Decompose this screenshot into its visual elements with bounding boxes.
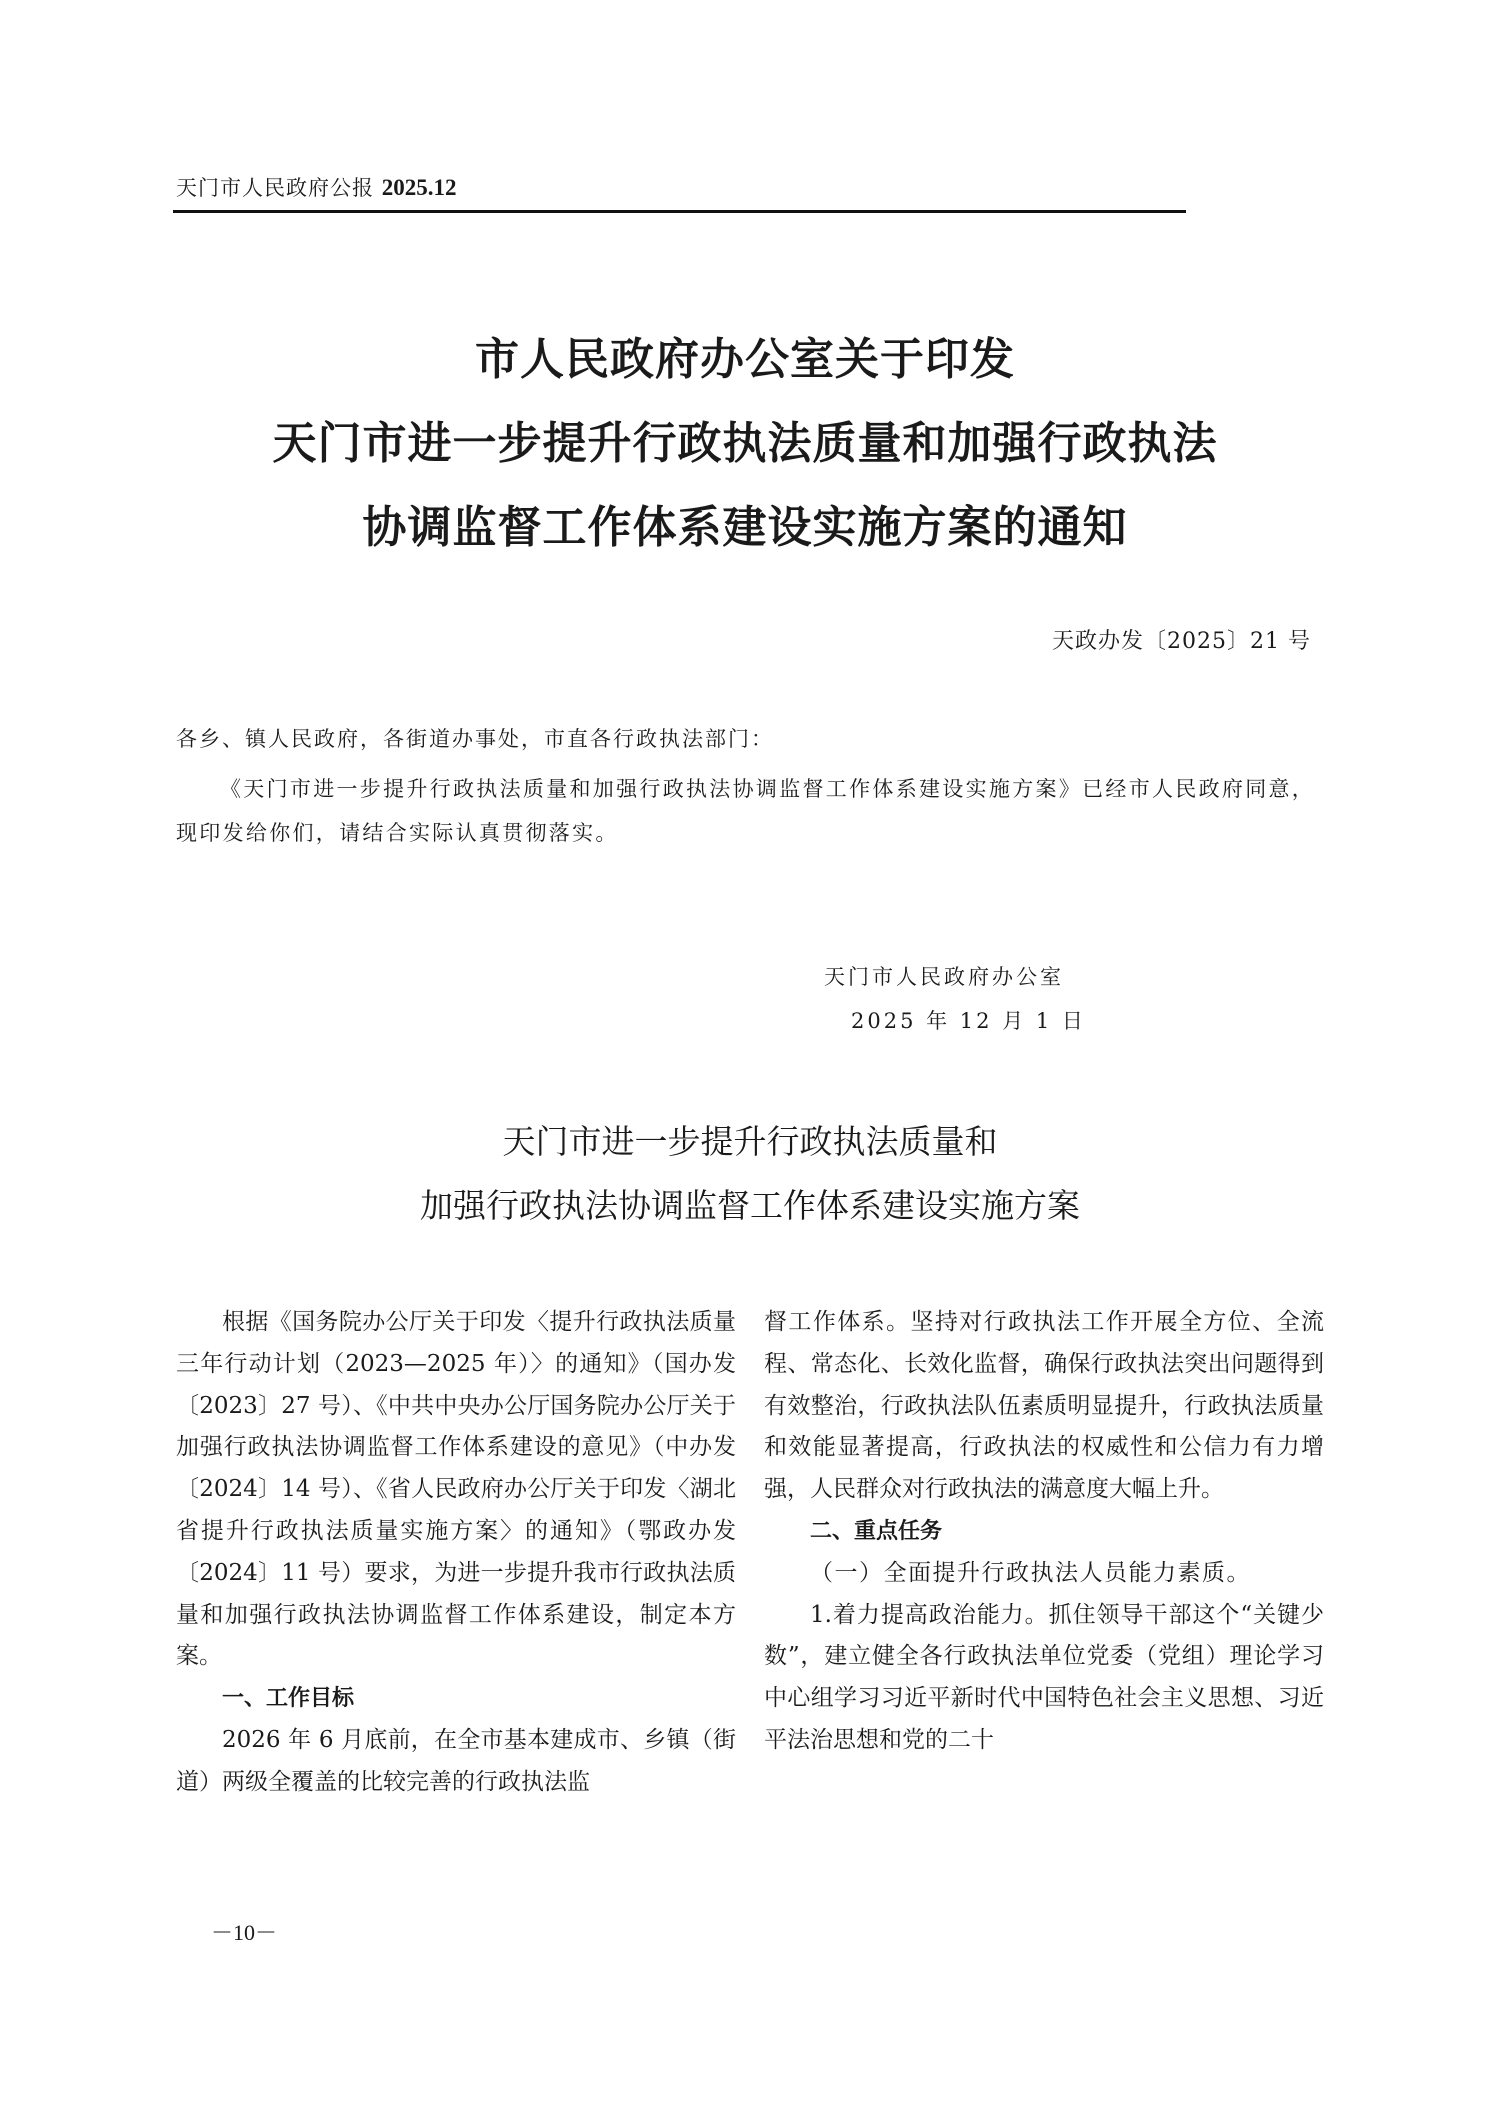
plan-title — [300, 1117, 1200, 1245]
journal-name: 天门市人民政府公报 — [176, 176, 374, 200]
left-column — [176, 1302, 736, 1804]
goals-paragraph: 2026 年 6 月底前，在全市基本建成市、乡镇（街道）两级全覆盖的比较完善的行政执法监 — [176, 1726, 736, 1795]
subsection-heading: （一）全面提升行政执法人员能力素质。 — [810, 1559, 1251, 1586]
plan-title-line: 加强行政执法协调监督工作体系建设实施方案 — [420, 1186, 1080, 1225]
recipients: 各乡、镇人民政府，各街道办事处，市直各行政执法部门： — [176, 727, 774, 751]
section-heading-tasks: 二、重点任务 — [810, 1518, 943, 1544]
notice-title — [180, 328, 1310, 580]
page-number: －10－ — [211, 1920, 278, 1945]
goals-paragraph-continued: 督工作体系。坚持对行政执法工作开展全方位、全流程、常态化、长效化监督，确保行政执法突出问题得到有效整治，行政执法队伍素质明显提升，行政执法质量和效能显著提高，行政执法的权威性和公信力有力增强，人民群众对行政执法的满意度大幅上升。 — [764, 1309, 1324, 1503]
issuer: 天门市人民政府办公室 — [824, 965, 1064, 989]
section-heading-goals: 一、工作目标 — [222, 1686, 355, 1712]
issue-date: 2025 年 12 月 1 日 — [851, 1009, 1086, 1033]
intro-paragraph: 根据《国务院办公厅关于印发〈提升行政执法质量三年行动计划（2023—2025 年）〉的通知》（国办发〔2023〕27 号）、《中共中央办公厅国务院办公厅关于加强行政执法协调监督工作体系建设的意见》（中办发〔2024〕14 号）、《省人民政府办公厅关于印发〈湖北省提升行政执法质量实施方案〉的通知》（鄂政办发〔2024〕11 号）要求，为进一步提升我市行政执法质量和加强行政执法协调监督工作体系建设，制定本方案。 — [176, 1309, 736, 1670]
notice-title-line: 市人民政府办公室关于印发 — [475, 334, 1015, 385]
plan-title-line: 天门市进一步提升行政执法质量和 — [502, 1122, 998, 1161]
journal-header — [176, 172, 456, 202]
item-paragraph: 1.着力提高政治能力。抓住领导干部这个“关键少数”，建立健全各行政执法单位党委（党组）理论学习中心组学习习近平新时代中国特色社会主义思想、习近平法治思想和党的二十 — [764, 1601, 1324, 1753]
right-column — [764, 1302, 1324, 1762]
journal-issue: 2025.12 — [381, 175, 457, 200]
document-number: 天政办发〔2025〕21 号 — [1052, 629, 1311, 654]
notice-title-line: 天门市进一步提升行政执法质量和加强行政执法 — [272, 418, 1218, 469]
header-rule — [173, 210, 1186, 213]
notice-body: 《天门市进一步提升行政执法质量和加强行政执法协调监督工作体系建设实施方案》已经市人民政府同意，现印发给你们，请结合实际认真贯彻落实。 — [176, 777, 1316, 845]
notice-title-line: 协调监督工作体系建设实施方案的通知 — [362, 502, 1128, 553]
